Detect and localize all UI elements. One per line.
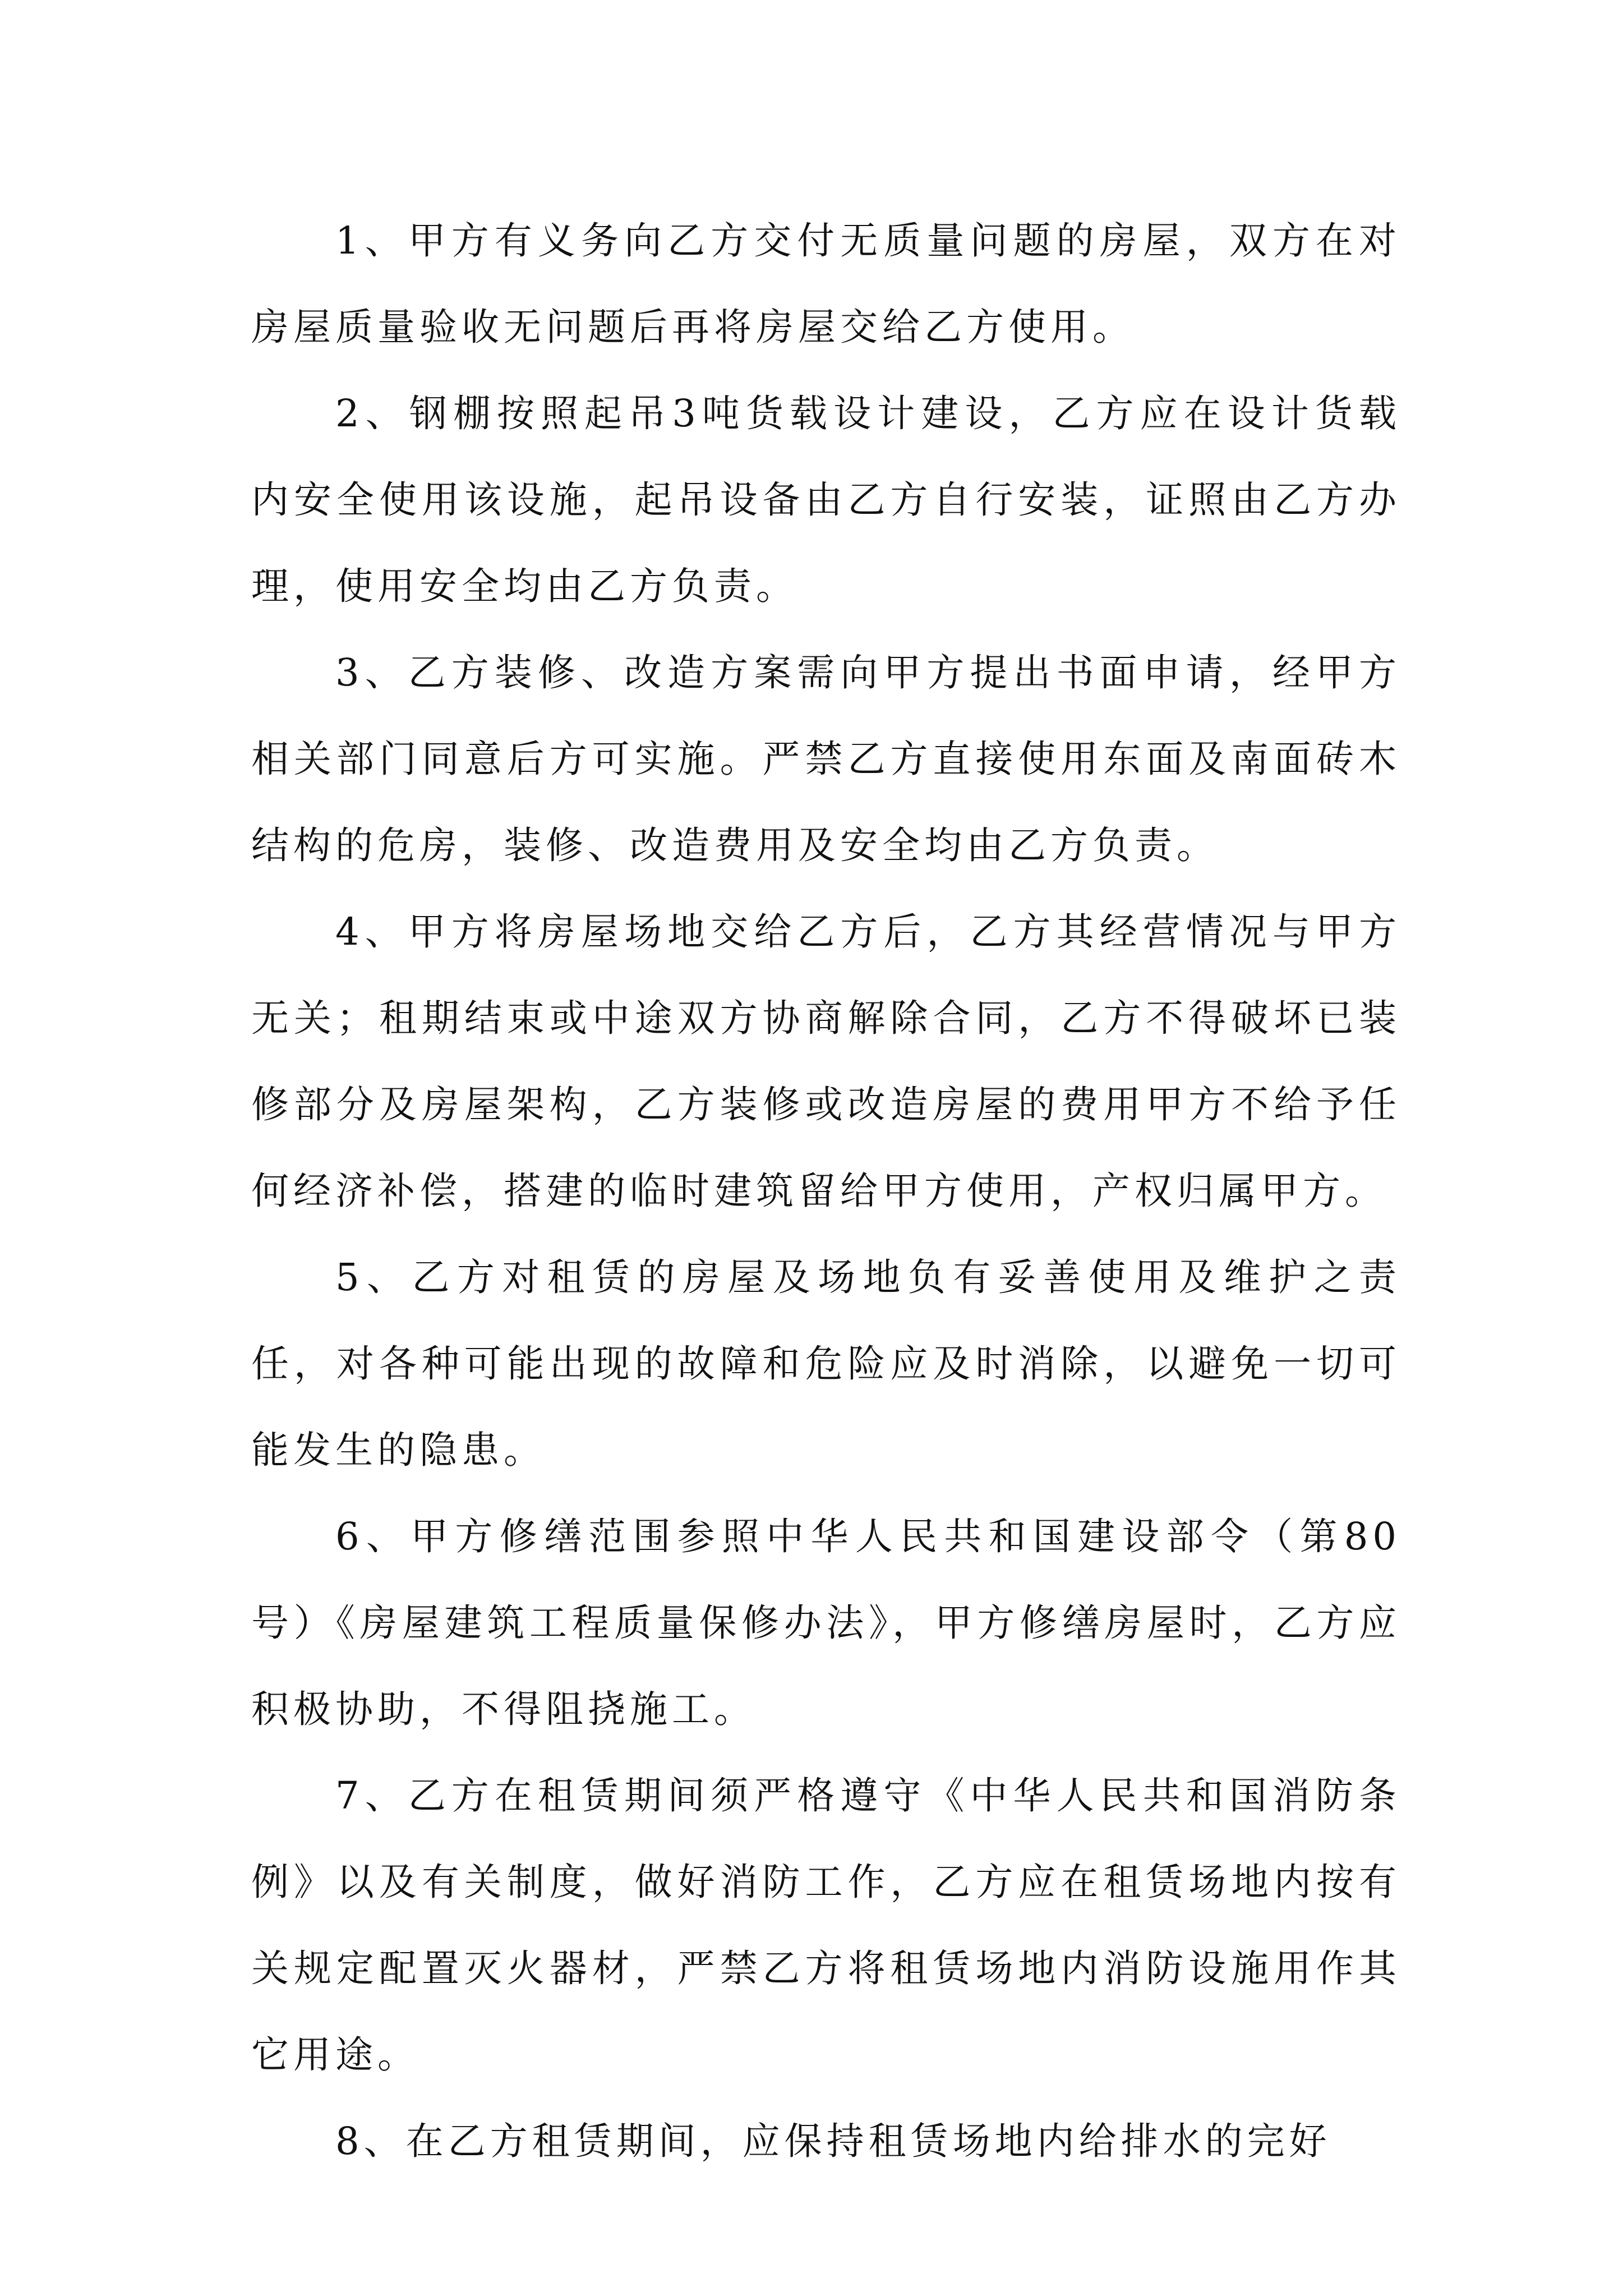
clause-paragraph: 2、钢棚按照起吊3吨货载设计建设，乙方应在设计货载内安全使用该设施，起吊设备由乙方自行安装，证照由乙方办理，使用安全均由乙方负责。	[251, 392, 1401, 608]
clause-paragraph: 5、乙方对租赁的房屋及场地负有妥善使用及维护之责任，对各种可能出现的故障和危险应及时消除，以避免一切可能发生的隐患。	[251, 1255, 1401, 1472]
clause-paragraph: 8、在乙方租赁期间，应保持租赁场地内给排水的完好	[335, 2119, 1331, 2163]
clause-paragraph: 7、乙方在租赁期间须严格遵守《中华人民共和国消防条例》以及有关制度，做好消防工作，乙方应在租赁场地内按有关规定配置灭火器材，严禁乙方将租赁场地内消防设施用作其它用途。	[251, 1774, 1401, 2077]
clause-paragraph: 1、甲方有义务向乙方交付无质量问题的房屋，双方在对房屋质量验收无问题后再将房屋交给乙方使用。	[251, 219, 1401, 349]
clause-paragraph: 6、甲方修缮范围参照中华人民共和国建设部令（第80号）《房屋建筑工程质量保修办法》，甲方修缮房屋时，乙方应积极协助，不得阻挠施工。	[251, 1515, 1401, 1731]
clause-paragraph: 4、甲方将房屋场地交给乙方后，乙方其经营情况与甲方无关；租期结束或中途双方协商解除合同，乙方不得破坏已装修部分及房屋架构，乙方装修或改造房屋的费用甲方不给予任何经济补偿，搭建的临时建筑留给甲方使用，产权归属甲方。	[251, 910, 1401, 1213]
contract-clauses	[251, 197, 1401, 2184]
clause-paragraph: 3、乙方装修、改造方案需向甲方提出书面申请，经甲方相关部门同意后方可实施。严禁乙方直接使用东面及南面砖木结构的危房，装修、改造费用及安全均由乙方负责。	[251, 651, 1401, 867]
